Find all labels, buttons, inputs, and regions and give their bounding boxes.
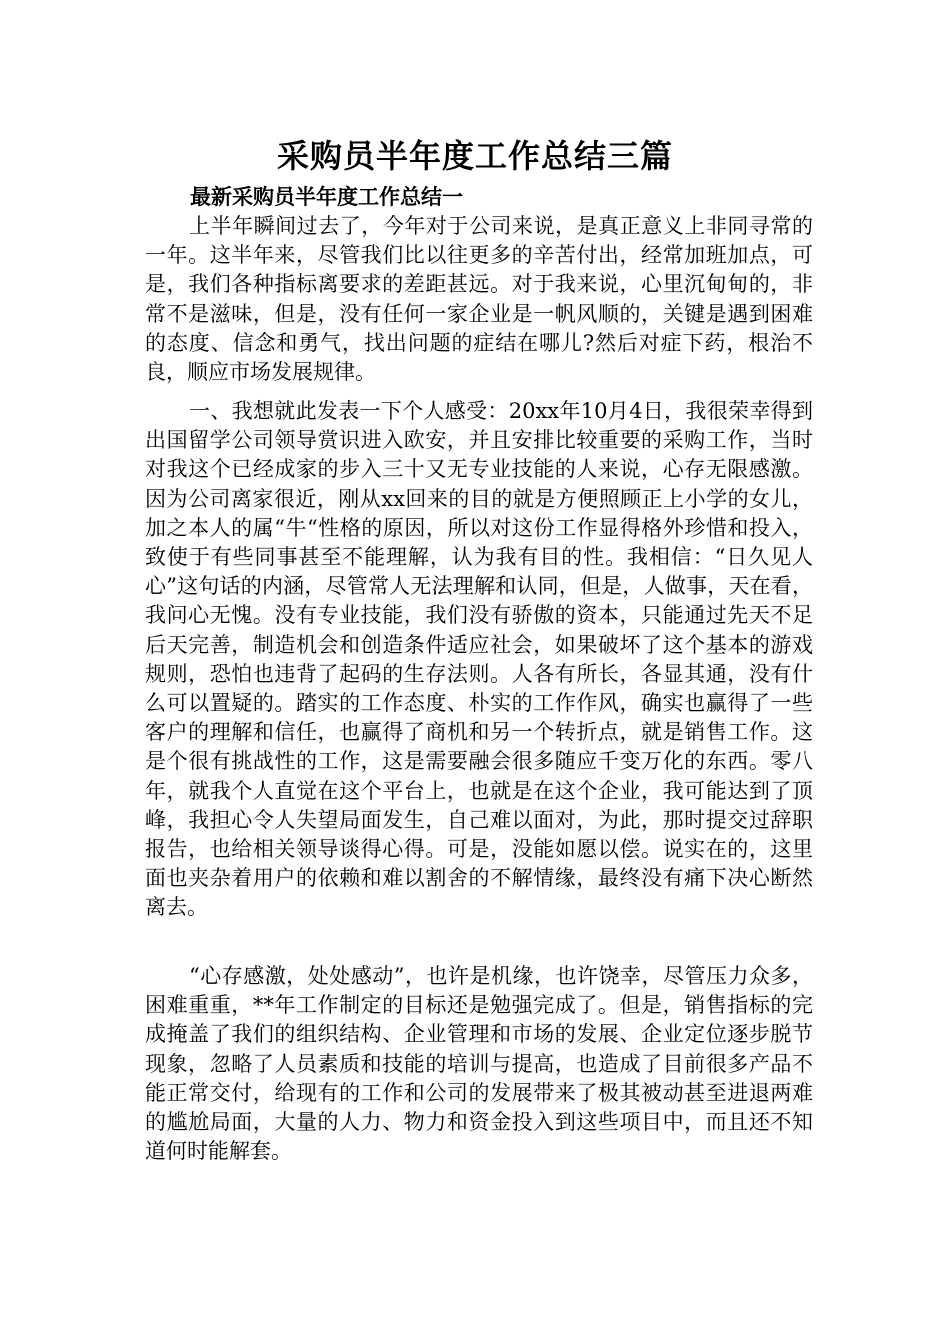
document-title: 采购员半年度工作总结三篇 [276,137,673,175]
paragraph: 上半年瞬间过去了，今年对于公司来说，是真正意义上非同寻常的一年。这半年来，尽管我们比以往更多的辛苦付出，经常加班加点，可是，我们各种指标离要求的差距甚远。对于我来说，心里沉甸甸的，非常不是滋味，但是，没有任何一家企业是一帆风顺的，关键是遇到困难的态度、信念和勇气，找出问题的症结在哪儿?然后对症下药，根治不良，顺应市场发展规律。 [145,214,813,385]
document-subtitle: 最新采购员半年度工作总结一 [190,185,463,209]
paragraph: 一、我想就此发表一下个人感受：20xx年10月4日，我很荣幸得到出国留学公司领导赏识进入欧安，并且安排比较重要的采购工作，当时对我这个已经成家的步入三十又无专业技能的人来说，心存无限感激。因为公司离家很近，刚从xx回来的目的就是方便照顾正上小学的女儿，加之本人的属“牛“性格的原因，所以对这份工作显得格外珍惜和投入，致使于有些同事甚至不能理解，认为我有目的性。我相信：“日久见人心”这句话的内涵，尽管常人无法理解和认同，但是，人做事，天在看，我问心无愧。没有专业技能，我们没有骄傲的资本，只能通过先天不足后天完善，制造机会和创造条件适应社会，如果破坏了这个基本的游戏规则，恐怕也违背了起码的生存法则。人各有所长，各显其通，没有什么可以置疑的。踏实的工作态度、朴实的工作作风，确实也赢得了一些客户的理解和信任，也赢得了商机和另一个转折点，就是销售工作。这是个很有挑战性的工作，这是需要融会很多随应千变万化的东西。零八年，就我个人直觉在这个平台上，也就是在这个企业，我可能达到了顶峰，我担心令人失望局面发生，自己难以面对，为此，那时提交过辞职报告，也给相关领导谈得心得。可是，没能如愿以偿。说实在的，这里面也夹杂着用户的依赖和难以割舍的不解情缘，最终没有痛下决心断然离去。 [145,399,813,920]
paragraph: “心存感激，处处感动”，也许是机缘，也许饶幸，尽管压力众多，困难重重，**年工作制定的目标还是勉强完成了。但是，销售指标的完成掩盖了我们的组织结构、企业管理和市场的发展、企业定位逐步脱节现象，忽略了人员素质和技能的培训与提高，也造成了目前很多产品不能正常交付，给现有的工作和公司的发展带来了极其被动甚至进退两难的尴尬局面，大量的人力、物力和资金投入到这些项目中，而且还不知道何时能解套。 [145,964,813,1164]
